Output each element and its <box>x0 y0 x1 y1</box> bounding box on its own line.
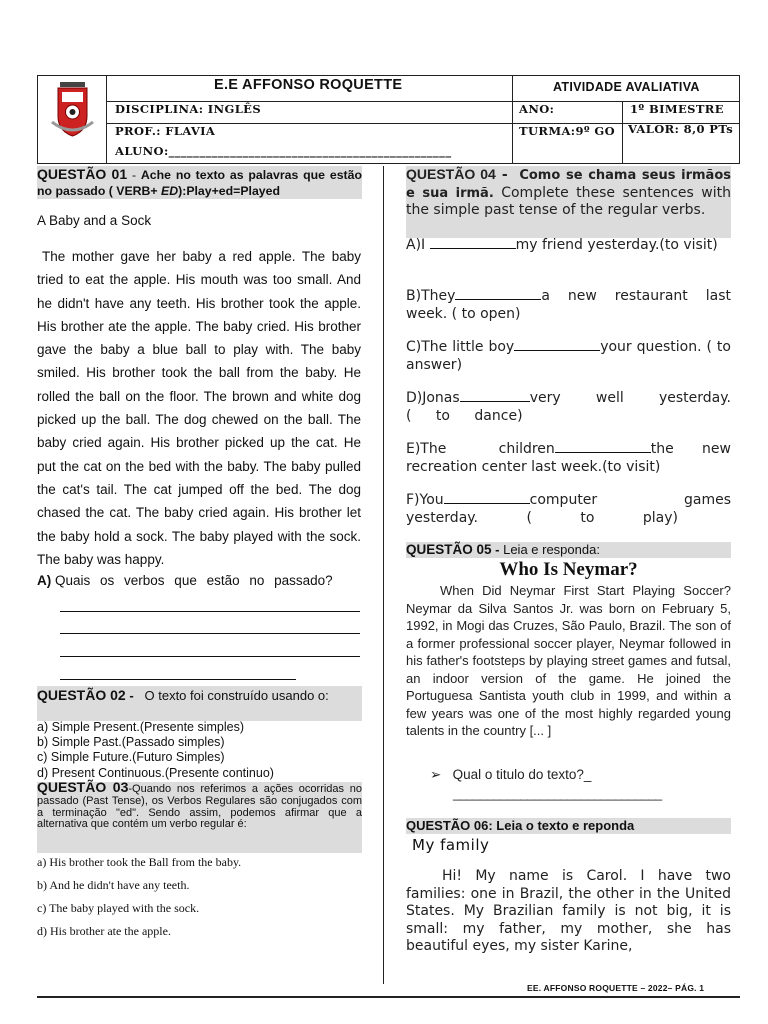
answer-line[interactable] <box>60 679 296 680</box>
q5-title: Who Is Neymar? <box>499 559 638 580</box>
q6-text: Hi! My name is Carol. I have two families: one in Brazil, the other in the United States. My Brazilian family is not big, it is small: my father, my mother, she has beautiful eyes, my sister Karine, <box>406 868 731 954</box>
footer-rule <box>37 996 740 998</box>
page-footer: EE. AFFONSO ROQUETTE – 2022– PÁG. 1 <box>527 983 705 993</box>
q5-instruction: QUESTÃO 05 - Leia e responda: <box>406 542 600 557</box>
option-item[interactable]: d) His brother ate the apple. <box>37 924 171 938</box>
answer-blank[interactable] <box>514 350 600 351</box>
answer-line[interactable] <box>60 656 360 657</box>
q4-item-a: A)I my friend yesterday.(to visit) <box>406 237 718 253</box>
q4-item-f: F)You computer games yesterday. ( to play) <box>406 492 731 526</box>
discipline-field: DISCIPLINA: INGLÊS <box>115 102 262 116</box>
activity-title: ATIVIDADE AVALIATIVA <box>553 80 700 94</box>
grid-line <box>622 101 623 163</box>
q4-item-b: B)They a new restaurant last week. ( to open) <box>406 288 731 322</box>
option-item[interactable]: c) Simple Future.(Futuro Simples) <box>37 750 225 765</box>
q4-item-c: C)The little boy your question. ( to answer) <box>406 339 731 373</box>
school-crest-icon <box>38 76 107 163</box>
grid-line <box>512 76 513 163</box>
q2-instruction: QUESTÃO 02 - O texto foi construído usando o: <box>37 687 329 703</box>
column-divider <box>383 166 384 984</box>
q4-instruction: QUESTÃO 04 - Como se chama seus irmãos e sua irmã. Complete these sentences with the simple past tense of the regular verbs. <box>406 166 731 219</box>
value-field: VALOR: 8,0 PTs <box>628 122 734 136</box>
option-item[interactable]: a) Simple Present.(Presente simples) <box>37 720 245 734</box>
story-text: The mother gave her baby a red apple. The baby tried to eat the apple. His mouth was too small. And he didn't have any teeth. His brother took the apple. His brother ate the apple. The baby cried. His brother gave the baby a blue ball to play with. The baby smiled. His brother took the ball from the baby. He rolled the ball on the floor. The brown and white dog picked up the ball. The dog chewed on the ball. The baby cried again. His brother picked up the cat. He put the cat on the bed with the baby. The baby pulled the cat's tail. The cat jumped off the bed. The dog chased the cat. The baby cried again. His brother let the baby hold a sock. The baby played with the sock. The baby was happy. <box>37 249 361 567</box>
q5-answer-line[interactable]: _______________________________ <box>453 786 662 801</box>
story-title: A Baby and a Sock <box>37 213 152 228</box>
arrow-bullet-icon: ➢ <box>430 767 442 782</box>
q4-item-d: D)Jonas very well yesterday. ( to dance) <box>406 390 731 424</box>
option-item[interactable]: b) Simple Past.(Passado simples) <box>37 735 225 750</box>
answer-line[interactable] <box>60 611 360 612</box>
option-item[interactable]: c) The baby played with the sock. <box>37 901 200 915</box>
teacher-field: PROF.: FLAVIA <box>115 124 216 138</box>
q6-instruction: QUESTÃO 06: Leia o texto e reponda <box>406 818 635 833</box>
option-item[interactable]: b) And he didn't have any teeth. <box>37 878 190 892</box>
answer-blank[interactable] <box>555 452 651 453</box>
q1-question-a: A) Quais os verbos que estão no passado? <box>37 573 333 588</box>
q5-question: ➢ Qual o titulo do texto?_ <box>430 767 592 782</box>
class-field: TURMA:9º GO <box>519 124 616 138</box>
q3-instruction: QUESTÃO 03-Quando nos referimos a ações ocorridas no passado (Past Tense), os Verbos Regulares são conjugados com a terminação "ed". Sendo assim, podemos afirmar que a alternativa que contém um verbo regular é: <box>37 779 362 831</box>
q6-title: My family <box>412 836 490 854</box>
option-item[interactable]: d) Present Continuous.(Presente continuo) <box>37 765 274 780</box>
answer-blank[interactable] <box>430 248 516 249</box>
answer-blank[interactable] <box>444 503 530 504</box>
bimester-field: 1º BIMESTRE <box>630 102 724 116</box>
answer-blank[interactable] <box>460 401 530 402</box>
q1-instruction: QUESTÃO 01 - Ache no texto as palavras que estão no passado ( VERB+ ED):Play+ed=Played <box>37 166 362 198</box>
q2-options <box>37 720 274 781</box>
option-item[interactable]: a) His brother took the Ball from the baby. <box>37 855 242 869</box>
student-name-field[interactable]: ALUNO:______________________________________________ <box>115 144 452 158</box>
q4-item-e: E)The children the new recreation center last week.(to visit) <box>406 441 731 475</box>
school-name: E.E AFFONSO ROQUETTE <box>214 77 403 93</box>
school-logo-cell <box>38 76 107 163</box>
answer-blank[interactable] <box>455 299 541 300</box>
year-field: ANO: <box>519 102 555 116</box>
answer-line[interactable] <box>60 633 360 634</box>
q5-text: When Did Neymar First Start Playing Soccer?Neymar da Silva Santos Jr. was born on February 5, 1992, in Mogi das Cruzes, São Paulo, Brazil. The son of a former professional soccer player, Neymar followed in his father's footsteps by playing street games and futsal, an indoor version of the game. He joined the Portuguesa Santista youth club in 1999, and within a few years was one of the most highly regarded young talents in the country [... ] <box>406 583 731 738</box>
